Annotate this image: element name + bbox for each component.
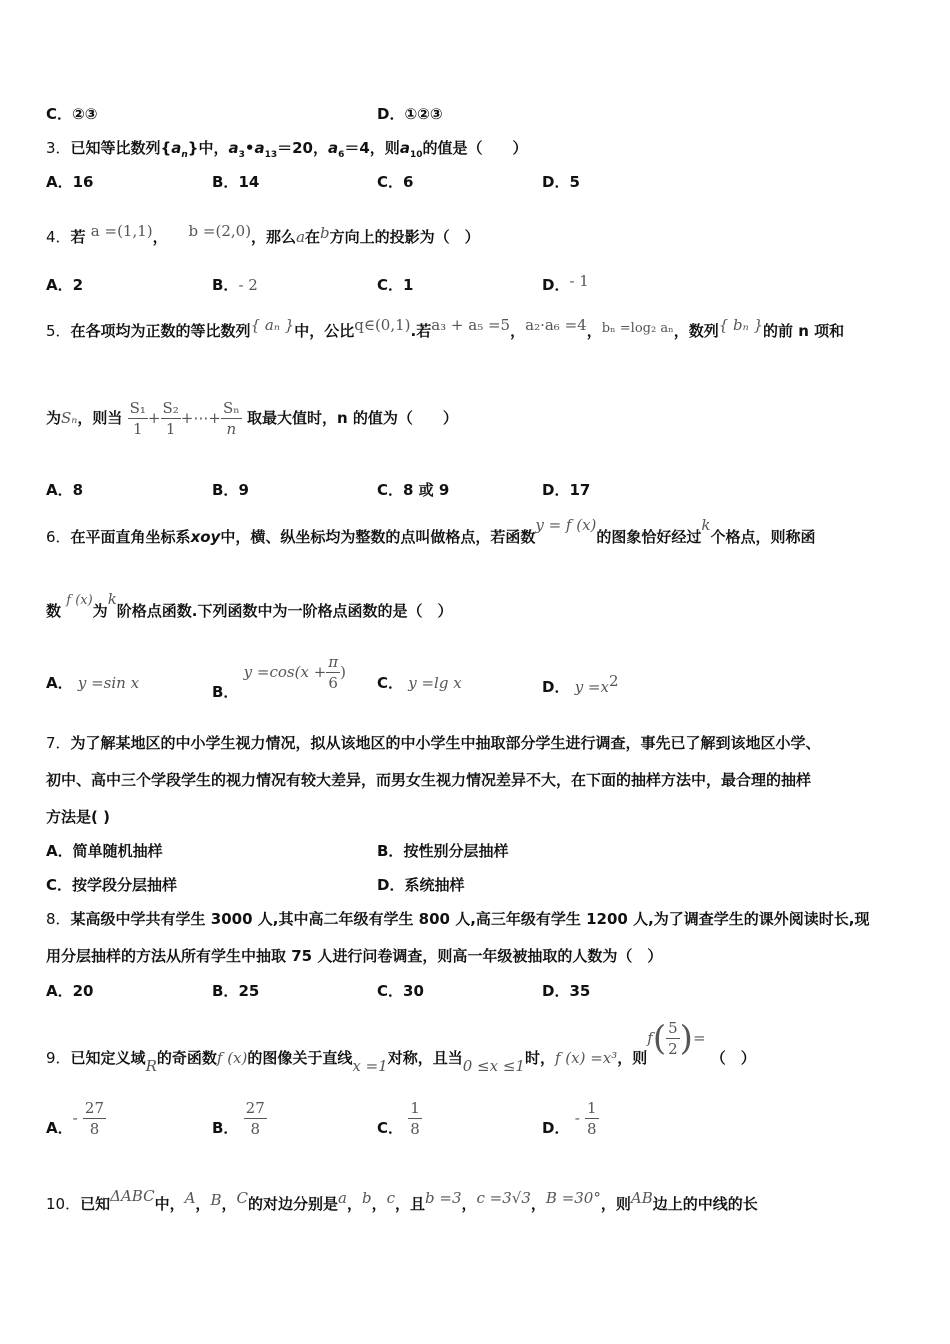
q8-option-a	[46, 980, 93, 1001]
q4-option-d	[542, 274, 589, 295]
q8-option-b	[212, 980, 259, 1001]
fraction-numerator: S₂	[162, 399, 179, 417]
text: 数	[46, 602, 62, 620]
fraction-denominator: 8	[89, 1120, 100, 1138]
math: Sₙ	[61, 409, 78, 427]
option-text: 6	[403, 173, 414, 191]
fraction	[221, 398, 242, 439]
fraction-numerator: 1	[587, 1099, 597, 1117]
text: ，	[510, 322, 526, 340]
option-label: B．	[212, 173, 239, 191]
text: ＝20，	[277, 139, 328, 157]
option-label: A．	[46, 842, 73, 860]
fraction-numerator: 27	[245, 1099, 265, 1117]
option-label: B．	[377, 842, 404, 860]
math: f	[647, 1029, 653, 1047]
option-text: ②③	[72, 105, 98, 123]
fraction	[244, 1098, 267, 1139]
text: 时，	[524, 1049, 555, 1067]
fraction-numerator: 5	[668, 1019, 678, 1037]
option-label: B．	[212, 481, 239, 499]
option-text: 25	[238, 982, 260, 1000]
question-number: 7．	[46, 734, 71, 752]
option-text: - 2	[238, 276, 258, 294]
math: 13	[264, 150, 278, 160]
q5-option-b	[212, 479, 249, 500]
option-label: B．	[212, 276, 239, 294]
text: 在各项均为正数的等比数列	[70, 322, 251, 340]
question-number: 3．	[46, 139, 71, 157]
option-label: D．	[542, 173, 570, 191]
text: 阶格点函数.下列函数中为一阶格点函数的是（ ）	[116, 602, 453, 620]
option-text: y =cos(x +	[243, 663, 327, 681]
q5-option-a	[46, 479, 83, 500]
q2-option-c	[46, 103, 97, 124]
text: 为了解某地区的中小学生视力情况，拟从该地区的中小学生中抽取部分学生进行调查，事先已了解到该地区小学、	[70, 734, 821, 752]
q5-option-d	[542, 479, 590, 500]
text: ，	[461, 1195, 477, 1213]
text: 若	[70, 228, 86, 246]
text: ，	[152, 228, 168, 246]
math: a	[327, 139, 339, 157]
option-label: D．	[542, 276, 570, 294]
math: bₙ =log₂ aₙ	[601, 321, 674, 336]
option-text: y =x	[574, 678, 609, 696]
math: a	[254, 139, 265, 157]
math: { bₙ }	[718, 316, 764, 334]
math: AB	[630, 1189, 653, 1207]
option-text: y =lg x	[408, 674, 462, 692]
option-text: 1	[403, 276, 414, 294]
math: a	[337, 1189, 347, 1207]
q3-option-d	[542, 171, 580, 192]
text: 边上的中线的长	[652, 1195, 758, 1213]
option-label: C．	[377, 982, 404, 1000]
math: x =1	[352, 1057, 388, 1075]
q4-option-a	[46, 274, 83, 295]
question-7-line-2	[46, 769, 811, 790]
fraction-denominator: 8	[587, 1120, 597, 1138]
option-label: D．	[542, 481, 570, 499]
math: y = f (x)	[535, 516, 597, 534]
math: R	[145, 1057, 157, 1075]
q6-option-c	[377, 672, 462, 693]
text: 初中、高中三个学段学生的视力情况有较大差异，而男女生视力情况差异不大，在下面的抽样方法中，最合理的抽样	[46, 771, 812, 789]
text: ，则	[600, 1195, 631, 1213]
question-10	[46, 1187, 758, 1214]
math: a₂·a₆ =4	[525, 316, 587, 334]
math: 0 ≤x ≤1	[462, 1057, 525, 1075]
q9-option-a	[46, 1098, 106, 1139]
fraction	[161, 398, 181, 439]
text: ，	[586, 322, 602, 340]
text: ，	[195, 1195, 211, 1213]
text: ，数列	[673, 322, 719, 340]
math: b =3	[425, 1189, 462, 1207]
math: +⋯+	[180, 409, 221, 427]
text: 中，公比	[294, 322, 355, 340]
question-9	[46, 1018, 756, 1075]
text: 已知	[80, 1195, 111, 1213]
text: 的前 n 项和	[763, 322, 845, 340]
option-text: 8 或 9	[403, 481, 450, 499]
question-7-line-1	[46, 732, 821, 753]
fraction	[128, 398, 148, 439]
option-superscript: 2	[608, 672, 619, 690]
math: { aₙ }	[250, 316, 295, 334]
math: 10	[409, 150, 423, 160]
math: q∈(0,1)	[354, 316, 411, 334]
option-text: 9	[238, 481, 249, 499]
option-label: A．	[46, 982, 73, 1000]
text: ，且	[394, 1195, 425, 1213]
option-label: C．	[377, 1119, 404, 1137]
fraction-numerator: 1	[410, 1099, 420, 1117]
question-number: 4．	[46, 228, 71, 246]
option-text: 2	[72, 276, 84, 294]
math: a	[296, 228, 306, 246]
math: k	[701, 516, 711, 534]
option-label: C．	[377, 481, 404, 499]
fraction-numerator: 27	[84, 1099, 105, 1117]
option-sign: -	[574, 1109, 580, 1127]
q3-option-c	[377, 171, 413, 192]
fraction-denominator: 8	[410, 1120, 420, 1138]
option-label: B．	[212, 683, 239, 701]
question-4	[46, 222, 480, 247]
option-label: A．	[46, 173, 73, 191]
option-text: 14	[238, 173, 260, 191]
option-label: B．	[212, 1119, 239, 1137]
option-label: D．	[542, 1119, 570, 1137]
fraction	[585, 1098, 599, 1139]
question-5-line-1	[46, 316, 845, 341]
text: ，则当	[77, 409, 123, 427]
fraction-denominator: 2	[668, 1040, 678, 1058]
text: 方向上的投影为（ ）	[329, 228, 480, 246]
option-label: D．	[377, 105, 405, 123]
text: 中，	[154, 1195, 185, 1213]
text: 已知等比数列{	[70, 139, 172, 157]
question-7-line-3	[46, 806, 110, 827]
q5-option-c	[377, 479, 449, 500]
text: 的对边分别是	[247, 1195, 338, 1213]
option-label: D．	[542, 982, 570, 1000]
math: b =(2,0)	[188, 222, 252, 240]
q9-option-b	[212, 1098, 267, 1139]
question-5-line-2	[46, 398, 458, 439]
math: b	[320, 224, 330, 242]
math: 3	[238, 150, 245, 160]
q7-option-d	[377, 874, 464, 895]
option-text: 35	[569, 982, 591, 1000]
math: B =30°	[545, 1189, 601, 1207]
text: ，那么	[251, 228, 297, 246]
option-text: 5	[569, 173, 580, 191]
q8-option-c	[377, 980, 424, 1001]
text: ＝4，则	[344, 139, 400, 157]
question-number: 5．	[46, 322, 71, 340]
option-text: 按学段分层抽样	[72, 876, 178, 894]
right-paren: )	[679, 1018, 693, 1059]
q7-option-a	[46, 840, 163, 861]
fraction	[666, 1018, 680, 1059]
option-label: A．	[46, 1119, 73, 1137]
math: f (x) =x³	[554, 1049, 618, 1067]
text: .若	[410, 322, 432, 340]
option-text: 30	[403, 982, 424, 1000]
option-label: A．	[46, 674, 73, 692]
text: 方法是( )	[46, 808, 110, 826]
math: n	[181, 150, 188, 160]
fraction-denominator: 1	[133, 420, 143, 438]
q6-option-d	[542, 672, 619, 697]
option-text: 简单随机抽样	[72, 842, 163, 860]
math: =	[692, 1029, 706, 1047]
math: ΔABC	[110, 1187, 155, 1205]
q6-option-a	[46, 672, 139, 693]
q4-option-b	[212, 274, 258, 295]
text: 中，横、纵坐标均为整数的点叫做格点，若函数	[220, 528, 536, 546]
text: }中，	[187, 139, 229, 157]
option-label: A．	[46, 481, 73, 499]
option-label: D．	[377, 876, 405, 894]
q4-option-c	[377, 274, 413, 295]
q6-option-b	[212, 652, 346, 701]
q3-option-a	[46, 171, 93, 192]
math: +	[147, 409, 161, 427]
question-6-line-1	[46, 516, 816, 547]
option-text: 17	[569, 481, 591, 499]
option-text: 按性别分层抽样	[403, 842, 509, 860]
text: ，	[221, 1195, 237, 1213]
option-label: A．	[46, 276, 73, 294]
math: a	[228, 139, 239, 157]
text: 对称，且当	[387, 1049, 463, 1067]
math: a =(1,1)	[90, 222, 153, 240]
option-sign: -	[72, 1109, 78, 1127]
question-number: 8．	[46, 910, 71, 928]
math: 6	[338, 150, 345, 160]
fraction-numerator: S₁	[129, 399, 146, 417]
fraction-denominator: 1	[165, 420, 176, 438]
option-text: 8	[72, 481, 84, 499]
left-paren: (	[652, 1018, 667, 1059]
math: c	[386, 1189, 395, 1207]
option-label: D．	[542, 678, 570, 696]
question-8-line-1	[46, 908, 870, 929]
math: a	[171, 139, 182, 157]
text: 为	[46, 409, 62, 427]
text: ，	[346, 1195, 362, 1213]
q7-option-b	[377, 840, 508, 861]
math: C	[236, 1189, 248, 1207]
text: 的值是（ ）	[422, 139, 528, 157]
math: a₃ + a₅ =5	[431, 316, 511, 334]
math: a	[399, 139, 410, 157]
math: f (x)	[216, 1049, 248, 1067]
question-number: 6．	[46, 528, 71, 546]
text: 某高级中学共有学生 3000 人,其中高二年级有学生 800 人,高三年级有学生 1200 人,为了调查学生的课外阅读时长,现	[70, 910, 870, 928]
text: ，则	[617, 1049, 648, 1067]
text: 的图象恰好经过	[596, 528, 702, 546]
text: 用分层抽样的方法从所有学生中抽取 75 人进行问卷调查，则高一年级被抽取的人数为（ ）	[46, 947, 663, 965]
fraction	[326, 652, 340, 693]
text: ，	[530, 1195, 546, 1213]
fraction-numerator: π	[328, 653, 339, 671]
option-label: C．	[46, 105, 73, 123]
option-label: B．	[212, 982, 239, 1000]
fraction-numerator: Sₙ	[222, 399, 240, 417]
option-text: y =sin x	[77, 674, 140, 692]
text: 在	[305, 228, 321, 246]
question-3	[46, 137, 527, 160]
option-label: C．	[46, 876, 73, 894]
option-text: - 1	[569, 272, 589, 290]
math: f (x)	[66, 593, 93, 608]
text: 在平面直角坐标系	[70, 528, 191, 546]
option-label: C．	[377, 674, 404, 692]
q9-option-d	[542, 1098, 599, 1139]
fraction	[408, 1098, 422, 1139]
text: 的奇函数	[156, 1049, 217, 1067]
text: 取最大值时，n 的值为（ ）	[246, 409, 458, 427]
option-text: ①②③	[404, 105, 443, 123]
fraction-denominator: 6	[328, 674, 338, 692]
question-number: 9．	[46, 1049, 71, 1067]
math: B	[210, 1191, 222, 1209]
q2-option-d	[377, 103, 443, 124]
fraction-denominator: 8	[250, 1120, 260, 1138]
math: k	[107, 590, 117, 608]
math: •	[244, 139, 255, 157]
q3-option-b	[212, 171, 259, 192]
option-text: )	[340, 663, 346, 681]
q8-option-d	[542, 980, 590, 1001]
text: 个格点，则称函	[710, 528, 816, 546]
math: A	[184, 1189, 196, 1207]
question-8-line-2	[46, 945, 662, 966]
text: 的图像关于直线	[247, 1049, 353, 1067]
text: 已知定义域	[70, 1049, 146, 1067]
fraction-denominator: n	[226, 420, 237, 438]
question-6-line-2	[46, 590, 453, 621]
question-number: 10．	[46, 1195, 81, 1213]
text: ，	[371, 1195, 387, 1213]
option-text: 系统抽样	[404, 876, 465, 894]
q7-option-c	[46, 874, 177, 895]
text: （ ）	[710, 1049, 756, 1067]
option-label: C．	[377, 276, 404, 294]
option-text: 20	[72, 982, 94, 1000]
math: c =3√3	[476, 1189, 531, 1207]
q9-option-c	[377, 1098, 422, 1139]
math: b	[361, 1189, 372, 1207]
option-text: 16	[72, 173, 94, 191]
option-label: C．	[377, 173, 404, 191]
text: 为	[92, 602, 108, 620]
fraction	[83, 1098, 106, 1139]
math: xoy	[190, 528, 221, 546]
